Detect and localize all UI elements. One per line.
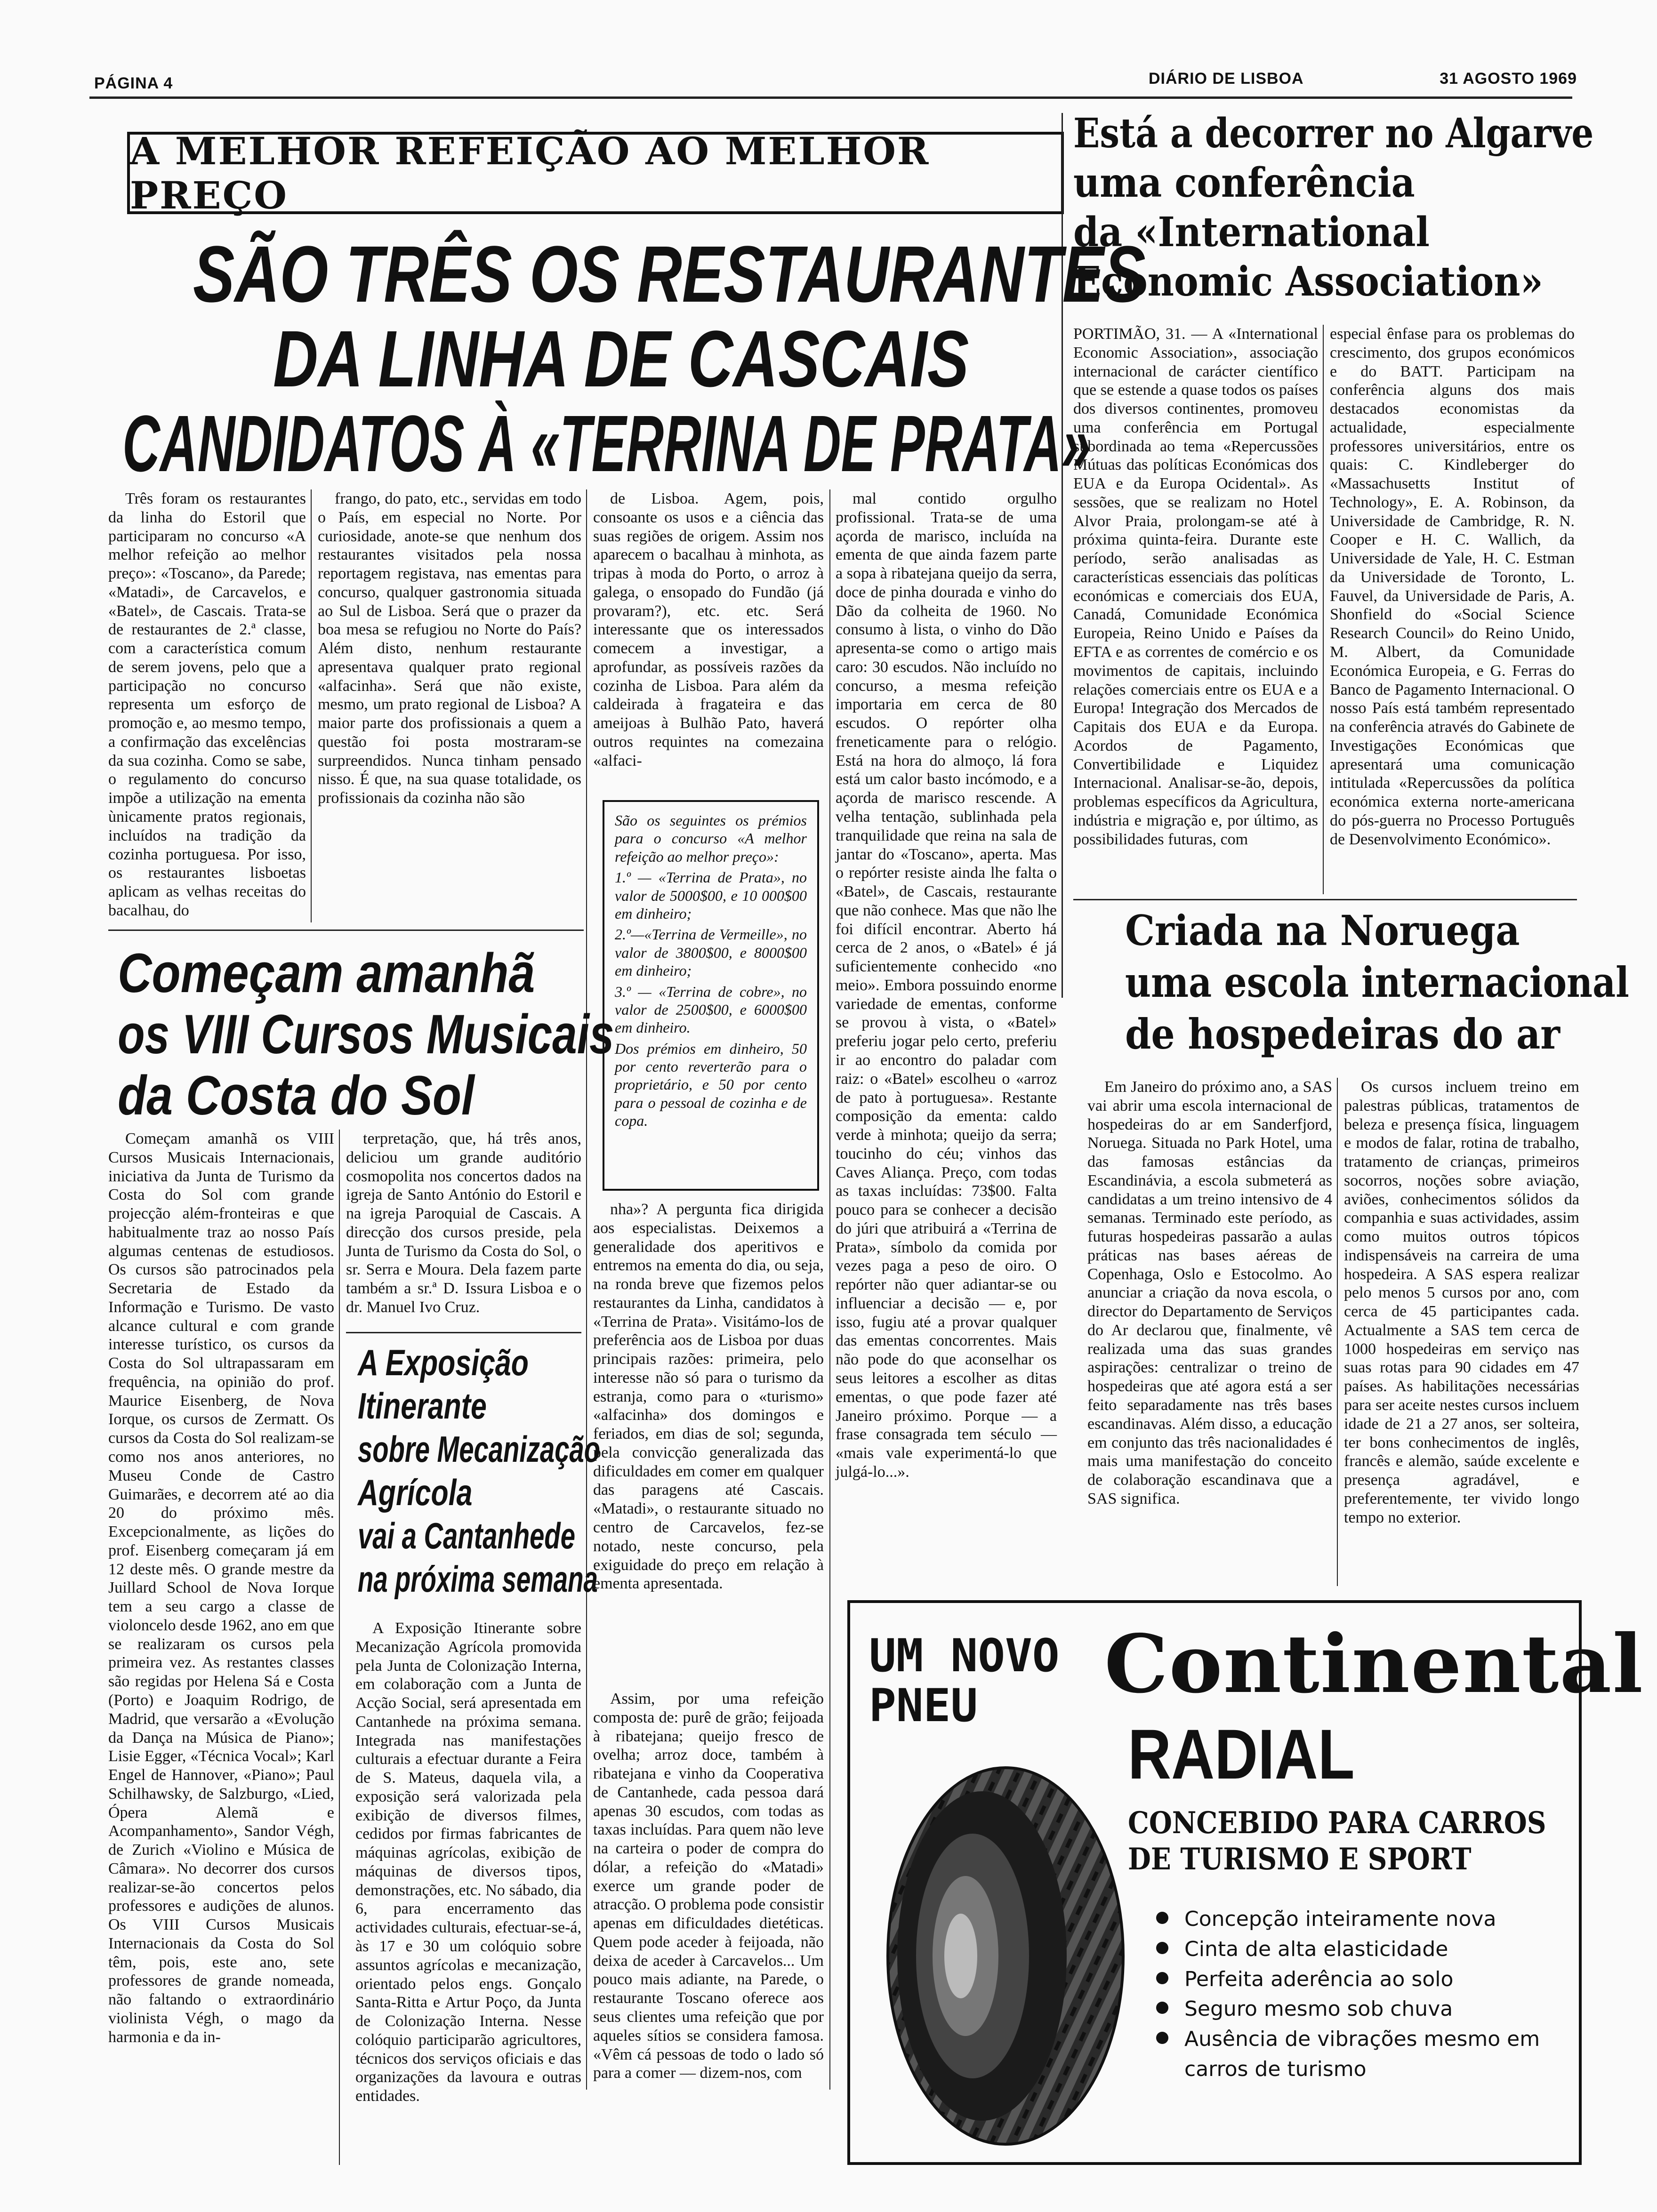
- exposicao-headline-line-4: Agrícola: [358, 1472, 473, 1513]
- section-rule: [1073, 899, 1577, 900]
- cursos-headline-line-1: Começam amanhã: [118, 942, 535, 1004]
- prizes-intro: São os seguintes os prémios para o concurso «A melhor refeição ao melhor preço»:: [615, 812, 807, 865]
- restaurants-col-3b-text: nha»? A pergunta fica dirigida aos especialistas. Deixemos a generalidade dos aperitivos e entremos na ementa do dia, ou seja, na ronda breve que fizemos pelos restaurantes da Linha, candidatos à «Terrina de Prata». Visitámo-los de preferência aos de Lisboa por duas principais razões: primeira, pelo interesse não só para o turismo da estranja, como para o «turismo» «alfacinha» dos domingos e feriados, em dias de sol; segunda, pela convicção generalizada das dificuldades em comer em qualquer das paragens até Cascais. «Matadi», o restaurante situado no centro de Carcavelos, fez-se notado, neste concurso, pela exiguidade do preço em relação à ementa apresentada.: [593, 1201, 824, 1593]
- cursos-col-1-text: Começam amanhã os VIII Cursos Musicais Internacionais, iniciativa da Junta de Turismo da Costa do Sol com grande projecção além-fronteiras e que habitualmente traz ao nosso País algumas centenas de estudiosos. Os cursos são patrocinados pela Secretaria de Estado da Informação e Turismo. De vasto alcance cultural e com grande interesse turístico, os cursos da Costa do Sol ultrapassaram em frequência, na opinião do prof. Maurice Eisenberg, de Nova Iorque, os cursos de Zermatt. Os cursos da Costa do Sol realizam-se como nos anos anteriores, no Museu Conde de Castro Guimarães, e decorrem até ao dia 20 do próximo mês. Excepcionalmente, as lições do prof. Eisenberg começaram já em 12 deste mês. O grande mestre da Juillard School de Nova Iorque tem a seu cargo a classe de violoncelo desde 1962, ano em que se realizaram os cursos pela primeira vez. As restantes classes são regidas por Helena Sá e Costa (Porto) e Joaquim Rodrigo, de Madrid, que versarão a «Evolução da Dança na Música de Piano»; Lisie Egger, «Técnica Vocal»; Karl Engel de Hannover, «Piano»; Paul Schilhawsky, de Salzburgo, «Lied, Ópera Alemã e Acompanhamento», Sandor Végh, de Zurich «Violino e Música de Câmara». No decorrer dos cursos realizar-se-ão concertos pelos professores e audições de alunos. Os VIII Cursos Musicais Internacionais da Costa do Sol têm, pois, este ano, sete professores de grande nomeada, não faltando o extraordinário violinista Végh, o mago da harmonia e da in-: [108, 1130, 334, 2046]
- noruega-headline: [1125, 906, 1629, 1078]
- cursos-headline-line-2: os VIII Cursos Musicais: [118, 1003, 614, 1066]
- restaurants-col-3c-text: Assim, por uma refeição composta de: purê de grão; feijoada à ribatejana; queijo fresco de ovelha; arroz doce, também à ribatejana e vinho da Cooperativa de Cantanhede, cada pessoa dará apenas 30 escudos, com todas as taxas incluídas. Para quem não leve na carteira o poder de compra do dólar, a refeição do «Matadi» exerce um grande poder de atracção. O problema pode consistir apenas em dificuldades dietéticas. Quem pode aceder à feijoada, não deixa de aceder à Carcavelos... Um pouco mais adiante, na Parede, o restaurante Toscano oferece aos seus clientes uma refeição que por aqueles sítios se considera famosa. «Vêm cá pessoas de todo o lado só para a comer — dizem-nos, com: [593, 1690, 824, 2082]
- ad-feature-item: [1156, 1934, 1570, 1964]
- restaurants-col-3-cont: [593, 1200, 824, 1685]
- ad-subtitle-line-2: DE TURISMO E SPORT: [1128, 1841, 1472, 1877]
- section-rule: [108, 930, 584, 931]
- noruega-col-2: [1344, 1078, 1579, 1586]
- bullet-icon: [1156, 2032, 1168, 2044]
- algarve-headline: [1073, 110, 1594, 324]
- ad-tagline-line-1: UM NOVO: [869, 1629, 1060, 1682]
- prize-1: 1.º — «Terrina de Prata», no valor de 5000$00, e 10 000$00 em dinheiro;: [615, 869, 807, 922]
- ad-feature-item: [1156, 1994, 1570, 2024]
- exposicao-headline-line-5: vai a Cantanhede: [358, 1515, 575, 1556]
- newspaper-name: DIÁRIO DE LISBOA: [1149, 70, 1304, 88]
- exposicao-headline: [358, 1341, 601, 1614]
- restaurants-col-3-cont-2: [593, 1690, 824, 2165]
- tire-icon: [864, 1758, 1128, 2154]
- ad-feature-text: Cinta de alta elasticidade: [1184, 1937, 1448, 1961]
- ad-subtitle: [1128, 1805, 1546, 1885]
- bullet-icon: [1156, 1912, 1168, 1924]
- bullet-icon: [1156, 1942, 1168, 1954]
- ad-feature-list: [1156, 1904, 1570, 2158]
- ad-feature-text: Ausência de vibrações mesmo em carros de turismo: [1184, 2027, 1540, 2081]
- continental-ad: [847, 1600, 1644, 2165]
- exposicao-headline-line-1: A Exposição: [358, 1342, 529, 1383]
- section-banner-text: A MELHOR REFEIÇÃO AO MELHOR PREÇO: [130, 128, 930, 217]
- algarve-col-2-text: especial ênfase para os problemas do crescimento, dos grupos económicos e do BATT. Participam na conferência alguns dos mais destacados economistas da actualidade, especialmente professores universitários, entre os quais: C. Kindleberger do «Massachusetts Institut of Technology», E. A. Robinson, da Universidade de Cambridge, R. N. Cooper e H. C. Wallich, da Universidade de Yale, H. C. Estman da Universidade de Toronto, L. Fauvel, da Universidade de Paris, A. Shonfield do «Social Science Research Council» do Reino Unido, M. Albert, da Comunidade Económica Europeia, e G. Ferras do Banco de Pagamento Internacional. O nosso País está também representado na conferência através do Gabinete de Investigações Económicas que apresentará uma comunicação intitulada «Repercussões da política económica externa norte-americana do pós-guerra no Processo Português de Desenvolvimento Económico».: [1330, 325, 1575, 848]
- ad-feature-text: Seguro mesmo sob chuva: [1184, 1997, 1453, 2021]
- tire-illustration: [864, 1758, 1128, 2154]
- restaurants-headline-line-2: DA LINHA DE CASCAIS: [273, 314, 969, 404]
- cursos-headline-line-3: da Costa do Sol: [118, 1065, 475, 1127]
- noruega-col-1-text: Em Janeiro do próximo ano, a SAS vai abrir uma escola internacional de hospedeiras do ar em Sanderfjord, Noruega. Situada no Park Hotel, uma das famosas estâncias da Escandinávia, a escola submeterá as candidatas a um treino intensivo de 4 semanas. Terminado este período, as futuras hospedeiras passarão a aulas práticas nas bases aéreas de Copenhaga, Oslo e Estocolmo. Ao anunciar a criação da nova escola, o director do Departamento de Serviços do Ar declarou que, finalmente, vê realizada uma das suas grandes aspirações: centralizar o treino de hospedeiras que até agora está a ser feito separadamente nas três bases escandinavas. Além disso, a educação em conjunto das três nacionalidades é mais uma manifestação do conceito de colaboração escandinava que a SAS significa.: [1087, 1078, 1332, 1507]
- exposicao-headline-line-3: sobre Mecanização: [358, 1428, 601, 1470]
- prizes-box: [603, 800, 819, 1191]
- column-rule: [1337, 1078, 1338, 1586]
- restaurants-headline: [122, 228, 1146, 489]
- bullet-icon: [1156, 1972, 1168, 1984]
- header-rule: [89, 96, 1572, 99]
- restaurants-col-4-text: mal contido orgulho profissional. Trata-se de uma açorda de marisco, incluída na ementa de que ainda fazem parte a sopa à ribatejana queijo da serra, doce de pinha dourada e vinho do Dão da colheita de 1960. No consumo à lista, o vinho do Dão apresenta-se como o artigo mais caro: 30 escudos. Não incluído no concurso, a mesma refeição importaria em cerca de 80 escudos. O repórter olha freneticamente para o relógio. Está na hora do almoço, lá fora está um calor basto incómodo, e a açorda de marisco rescende. A velha tentação, sublinhada pela tranquilidade que reina na sala de jantar do «Toscano», aperta. Mas o repórter resiste ainda lhe falta o «Batel», de Cascais, restaurante que não conhece. Mas que não lhe foi difícil encontrar. Aberto há cerca de 2 anos, o «Batel» é já suficientemente conhecido «no meio». Embora possuindo enorme variedade de ementas, conforme se provou à vista, o «Batel» preferiu jogar pelo certo, preferiu ir ao encontro do paladar com raiz: o «Batel» escolheu o «arroz de pato à portuguesa». Restante composição da ementa: caldo verde à minhota; queijo da serra; toucinho do céu; vinhos das Caves Aliança. Preço, com todas as taxas incluídas: 73$00. Falta pouco para se conhecer a decisão do júri que atribuirá a «Terrina de Prata», símbolo da comida por vezes paga a peso de oiro. O repórter não quer adiantar-se ou influenciar a decisão — e, por isso, fugiu até a provar qualquer das ementas concorrentes. Mais não pode do que aconselhar os seus leitores a escolher as ditas ementas, o que pode fazer até Janeiro próximo. Porque — a frase consagrada tem século — «mais vale experimentá-lo que julgá-lo...».: [836, 490, 1057, 1481]
- issue-date: 31 AGOSTO 1969: [1440, 70, 1577, 88]
- ad-feature-item: [1156, 2024, 1570, 2084]
- algarve-headline-line-4: Economic Association»: [1073, 258, 1543, 305]
- prize-note: Dos prémios em dinheiro, 50 por cento reverterão para o proprietário, e 50 por cento para o pessoal de cozinha e de copa.: [615, 1040, 807, 1130]
- noruega-headline-line-3: de hospedeiras do ar: [1125, 1010, 1560, 1058]
- restaurants-headline-line-1: SÃO TRÊS OS RESTAURANTES: [193, 230, 1146, 319]
- prize-2: 2.º—«Terrina de Vermeille», no valor de 3800$00, e 8000$00 em dinheiro;: [615, 926, 807, 979]
- ad-subtitle-line-1: CONCEBIDO PARA CARROS: [1128, 1805, 1546, 1841]
- exposicao-body-text: A Exposição Itinerante sobre Mecanização Agrícola promovida pela Junta de Colonização Interna, em colaboração com a Junta de Acção Social, será apresentada em Cantanhede na próxima semana. Integrada nas manifestações culturais a efectuar durante a Feira de S. Mateus, daquela vila, a exposição será valorizada pela exibição de diversos filmes, cedidos por firmas fabricantes de máquinas agrícolas, exibição de máquinas de diversos tipos, demonstrações, etc. No sábado, dia 6, para encerramento das actividades culturais, efectuar-se-á, às 17 e 30 um colóquio sobre assuntos agrícolas e mecanização, orientado pelos engs. Gonçalo Santa-Ritta e Artur Poço, da Junta de Colonização Interna. Nesse colóquio participarão agricultores, técnicos dos serviços oficiais e das organizações da lavoura e outras entidades.: [355, 1619, 581, 2105]
- algarve-headline-line-3: da «International: [1073, 208, 1430, 256]
- column-rule: [1323, 325, 1324, 894]
- column-rule: [829, 489, 830, 2090]
- restaurants-headline-line-3: CANDIDATOS À «TERRINA DE PRATA»: [122, 399, 1091, 489]
- cursos-col-1: [108, 1130, 334, 2165]
- exposicao-headline-line-6: na próxima semana: [358, 1558, 598, 1600]
- ad-feature-item: [1156, 1964, 1570, 1995]
- bullet-icon: [1156, 2002, 1168, 2014]
- ad-tagline-line-2: PNEU: [869, 1679, 978, 1732]
- page-number: PÁGINA 4: [94, 74, 173, 92]
- ad-feature-item: [1156, 1904, 1570, 1934]
- section-banner: [127, 128, 1064, 217]
- prize-3: 3.º — «Terrina de cobre», no valor de 2500$00, e 6000$00 em dinheiro.: [615, 983, 807, 1036]
- section-rule: [346, 1332, 581, 1333]
- algarve-headline-line-2: uma conferência: [1073, 159, 1415, 207]
- restaurants-col-2: [318, 489, 581, 922]
- cursos-col-2-text: terpretação, que, há três anos, deliciou um grande auditório cosmopolita nos concertos dados na igreja de Santo António do Estoril e na igreja Paroquial de Cascais. A direcção dos cursos preside, pela Junta de Turismo da Costa do Sol, o sr. Serra e Moura. Dela fazem parte também a sr.ª D. Issura Lisboa e o dr. Manuel Ivo Cruz.: [346, 1130, 581, 1316]
- noruega-col-1: [1087, 1078, 1332, 1586]
- cursos-headline: [118, 941, 614, 1130]
- restaurants-col-2-text: frango, do pato, etc., servidas em todo o País, em especial no Norte. Por curiosidade, anote-se que nenhum dos restaurantes visitados pela nossa reportagem registava, nas ementas para concurso, qualquer gastronomia situada ao Sul de Lisboa. Será que o prazer da boa mesa se refugiou no Norte do País? Além disto, nenhum restaurante apresentava qualquer prato regional «alfacinha». Será que não existe, mesmo, um prato regional de Lisboa? A maior parte dos profissionais a quem a questão foi posta mostraram-se surpreendidos. Nunca tinham pensado nisso. É que, na sua quase totalidade, os profissionais da cozinha não são: [318, 490, 581, 807]
- restaurants-col-1-text: Três foram os restaurantes da linha do Estoril que participaram no concurso «A melhor refeição ao melhor preço»: «Toscano», da Parede; «Matadi», de Carcavelos, e «Batel», de Cascais. Trata-se de restaurantes de 2.ª classe, com a característica comum de serem jovens, pelo que a participação no concurso representa um esforço de promoção e, ao mesmo tempo, a confirmação das excelências da sua cozinha. Como se sabe, o regulamento do concurso impõe a utilização na ementa ùnicamente pratos regionais, incluídos na tradição da cozinha portuguesa. Por isso, os restaurantes lisboetas aplicam as velhas receitas do bacalhau, do: [108, 490, 306, 919]
- exposicao-body: [355, 1619, 581, 2165]
- ad-feature-text: Perfeita aderência ao solo: [1184, 1967, 1454, 1991]
- ad-brand-logo: Continental: [1104, 1617, 1644, 1711]
- ad-radial: RADIAL: [1128, 1715, 1355, 1794]
- column-rule: [339, 1130, 340, 2165]
- restaurants-col-1: [108, 489, 306, 922]
- restaurants-col-3-text: de Lisboa. Agem, pois, consoante os usos e a ciência das suas regiões de origem. Assim nos aparecem o bacalhau à minhota, as tripas à moda do Porto, o arroz à galega, o ensopado do Fundão (já provaram?), etc. etc. Será interessante que os interessados comecem a investigar, a aprofundar, as possíveis razões da cozinha de Lisboa. Para além da caldeirada à fragateira e das ameijoas à Bulhão Pato, haverá outros requintes na comezaina «alfaci-: [593, 490, 824, 769]
- noruega-headline-line-2: uma escola internacional: [1125, 958, 1629, 1007]
- algarve-headline-line-1: Está a decorrer no Algarve: [1073, 110, 1594, 157]
- algarve-col-1: [1073, 325, 1318, 894]
- cursos-col-2: [346, 1130, 581, 1327]
- ad-tagline: [869, 1631, 1076, 1744]
- noruega-headline-line-1: Criada na Noruega: [1125, 906, 1520, 955]
- algarve-col-2: [1330, 325, 1575, 894]
- column-rule: [311, 489, 312, 922]
- restaurants-col-3: [593, 489, 824, 772]
- column-rule: [586, 489, 587, 2090]
- noruega-col-2-text: Os cursos incluem treino em palestras públicas, tratamentos de beleza e presença física, linguagem e modos de falar, rotina de trabalho, tratamento de crianças, primeiros socorros, noções sobre aviação, aviões, conhecimentos sólidos da companhia e suas actividades, assim como muitos outros tópicos indispensáveis na carreira de uma hospedeira. A SAS espera realizar pelo menos 5 cursos por ano, com cerca de 45 participantes cada. Actualmente a SAS tem cerca de 1000 hospedeiras em serviço nas suas rotas para 90 cidades em 47 países. As habilitações necessárias para ser aceite nestes cursos incluem idade de 21 a 27 anos, ser solteira, ter bons conhecimentos de inglês, francês e alemão, saúde excelente e presença agradável, e preferentemente, ter vivido longo tempo no exterior.: [1344, 1078, 1579, 1526]
- ad-feature-text: Concepção inteiramente nova: [1184, 1907, 1496, 1931]
- algarve-col-1-text: PORTIMÃO, 31. — A «International Economic Association», associação internacional de carácter científico que se estende a quase todos os países dos diversos continentes, promoveu uma conferência em Portugal subordinada ao tema «Repercussões Mútuas das políticas Económicas dos EUA e da Europa Ocidental». As sessões, que se realizam no Hotel Alvor Praia, prolongam-se até à próxima quinta-feira. Durante este período, serão analisadas as características essenciais das políticas económicas e comerciais dos EUA, Canadá, Comunidade Económica Europeia, Reino Unido e Países da EFTA e as correntes de comércio e os movimentos de capitais, incluindo relações comerciais entre os EUA e a Europa! Integração dos Mercados de Capitais dos EUA e da Europa. Acordos de Pagamento, Convertibilidade e Liquidez Internacional. Analisar-se-ão, depois, problemas específicos da Agricultura, indústria e migração e, por último, as possibilidades futuras, com: [1073, 325, 1318, 848]
- exposicao-headline-line-2: Itinerante: [358, 1385, 487, 1427]
